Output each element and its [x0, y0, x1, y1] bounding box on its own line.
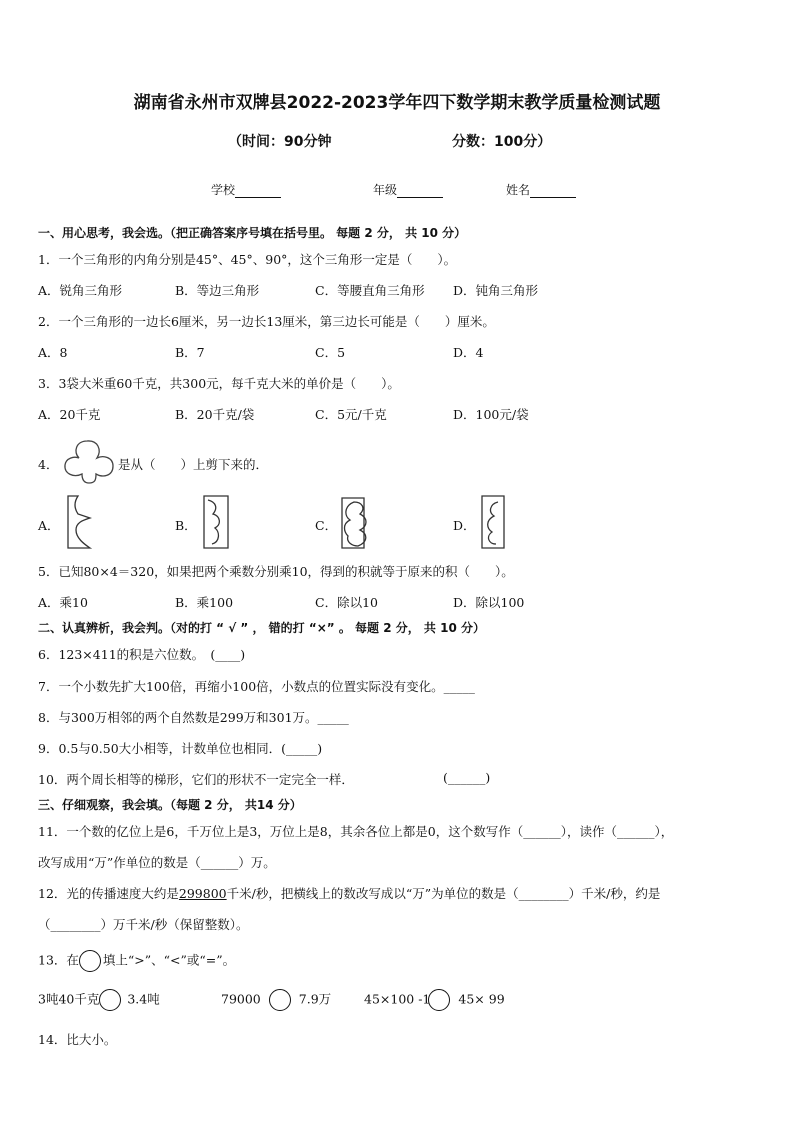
- q4-option-d-label[interactable]: D．: [453, 518, 476, 533]
- q4-option-a-label[interactable]: A．: [38, 518, 60, 533]
- q13-item1-answer-circle[interactable]: [99, 989, 121, 1011]
- exam-time: （时间：90分钟: [228, 134, 332, 150]
- q13-item2-right: 7.9万: [298, 991, 332, 1007]
- q13-compare-1: [38, 989, 160, 1011]
- section-2-heading: 二、认真辨析，我会判。（对的打 “ √ ” ， 错的打 “×” 。 每题 2 分， 共 10 分）: [38, 621, 485, 635]
- q5-option-c[interactable]: C．除以10: [315, 595, 378, 610]
- q3-option-d[interactable]: D．100元/袋: [453, 407, 529, 422]
- school-field[interactable]: [211, 181, 281, 198]
- q12-underlined-number: 299800: [178, 886, 227, 901]
- q13-suffix: 填上“>”、“<”或“=”。: [102, 952, 236, 968]
- q4-option-b-label[interactable]: B．: [175, 518, 197, 533]
- q1-option-a[interactable]: A．锐角三角形: [38, 283, 123, 298]
- section-3-heading: 三、仔细观察，我会填。（每题 2 分， 共14 分）: [38, 798, 302, 812]
- q13-item1-right: 3.4吨: [127, 991, 160, 1007]
- circle-icon: [79, 950, 101, 972]
- q3-option-c[interactable]: C．5元/千克: [315, 407, 387, 422]
- q2-option-a[interactable]: A．8: [38, 345, 68, 360]
- question-7[interactable]: 7．一个小数先扩大100倍，再缩小100倍，小数点的位置实际没有变化。_____: [38, 679, 475, 694]
- q13-compare-2: [221, 989, 331, 1011]
- question-9[interactable]: 9．0.5与0.50大小相等，计数单位也相同．(_____): [38, 741, 323, 756]
- grade-field[interactable]: [373, 181, 443, 198]
- q13-prefix: 13．在: [38, 952, 79, 968]
- grade-blank[interactable]: [397, 185, 443, 198]
- q12-prefix: 12．光的传播速度大约是: [38, 886, 179, 901]
- question-12-line2[interactable]: （________）万千米/秒（保留整数）。: [38, 917, 249, 932]
- q5-option-b[interactable]: B．乘100: [175, 595, 234, 610]
- q1-option-b[interactable]: B．等边三角形: [175, 283, 260, 298]
- flower-shape-icon: [60, 436, 118, 488]
- q13-compare-3: [364, 989, 505, 1011]
- question-10: 10．两个周长相等的梯形，它们的形状不一定完全一样．: [38, 772, 354, 787]
- q13-item3-left: 45×100 -1: [364, 991, 431, 1007]
- school-blank[interactable]: [235, 185, 281, 198]
- question-3: 3．3袋大米重60千克，共300元，每千克大米的单价是（ ）。: [38, 376, 400, 391]
- q13-item2-answer-circle[interactable]: [269, 989, 291, 1011]
- cut-shape-a-icon[interactable]: [64, 494, 92, 550]
- q13-item3-answer-circle[interactable]: [428, 989, 450, 1011]
- q5-option-d[interactable]: D．除以100: [453, 595, 525, 610]
- exam-score: 分数：100分）: [452, 134, 552, 150]
- question-11-line1[interactable]: 11．一个数的亿位上是6，千万位上是3，万位上是8，其余各位上都是0，这个数写作（______），读作（______），: [38, 824, 674, 839]
- name-field[interactable]: [506, 181, 576, 198]
- q12-suffix: 千米/秒，把横线上的数改写成以“万”为单位的数是（________）千米/秒，约是: [226, 886, 661, 901]
- q13-item3-right: 45× 99: [458, 991, 505, 1007]
- q1-option-d[interactable]: D．钝角三角形: [453, 283, 539, 298]
- question-6[interactable]: 6．123×411的积是六位数。 (____): [38, 647, 246, 662]
- q3-option-a[interactable]: A．20千克: [38, 407, 101, 422]
- grade-label: 年级: [373, 183, 398, 197]
- q4-option-c-label[interactable]: C．: [315, 518, 338, 533]
- name-blank[interactable]: [530, 185, 576, 198]
- q13-item2-left: 79000: [221, 991, 261, 1007]
- question-13: [38, 950, 235, 972]
- cut-shape-d-icon[interactable]: [478, 494, 510, 550]
- q10-answer-blank[interactable]: (______): [443, 770, 491, 785]
- question-8[interactable]: 8．与300万相邻的两个自然数是299万和301万。_____: [38, 710, 349, 725]
- question-4: 是从（ ）上剪下来的．: [118, 457, 269, 472]
- question-14: 14．比大小。: [38, 1032, 117, 1047]
- question-12-line1[interactable]: [38, 884, 660, 902]
- q5-option-a[interactable]: A．乘10: [38, 595, 88, 610]
- exam-title: 湖南省永州市双牌县2022-2023学年四下数学期末教学质量检测试题: [133, 93, 661, 113]
- section-1-heading: 一、用心思考，我会选。（把正确答案序号填在括号里。 每题 2 分， 共 10 分）: [38, 226, 467, 240]
- q4-number: 4．: [38, 457, 59, 472]
- q13-item1-left: 3吨40千克: [38, 991, 100, 1007]
- q3-option-b[interactable]: B．20千克/袋: [175, 407, 255, 422]
- school-label: 学校: [211, 183, 236, 197]
- question-2: 2．一个三角形的一边长6厘米，另一边长13厘米，第三边长可能是（ ）厘米。: [38, 314, 495, 329]
- question-5: 5．已知80×4＝320，如果把两个乘数分别乘10，得到的积就等于原来的积（ ）。: [38, 564, 514, 579]
- name-label: 姓名: [506, 183, 531, 197]
- cut-shape-b-icon[interactable]: [200, 494, 232, 550]
- cut-shape-c-icon[interactable]: [338, 496, 372, 550]
- q2-option-c[interactable]: C．5: [315, 345, 346, 360]
- question-11-line2[interactable]: 改写成用“万”作单位的数是（______）万。: [38, 855, 276, 870]
- q2-option-b[interactable]: B．7: [175, 345, 205, 360]
- q1-option-c[interactable]: C．等腰直角三角形: [315, 283, 425, 298]
- q2-option-d[interactable]: D．4: [453, 345, 484, 360]
- question-1: 1．一个三角形的内角分别是45°、45°、90°，这个三角形一定是（ ）。: [38, 252, 457, 267]
